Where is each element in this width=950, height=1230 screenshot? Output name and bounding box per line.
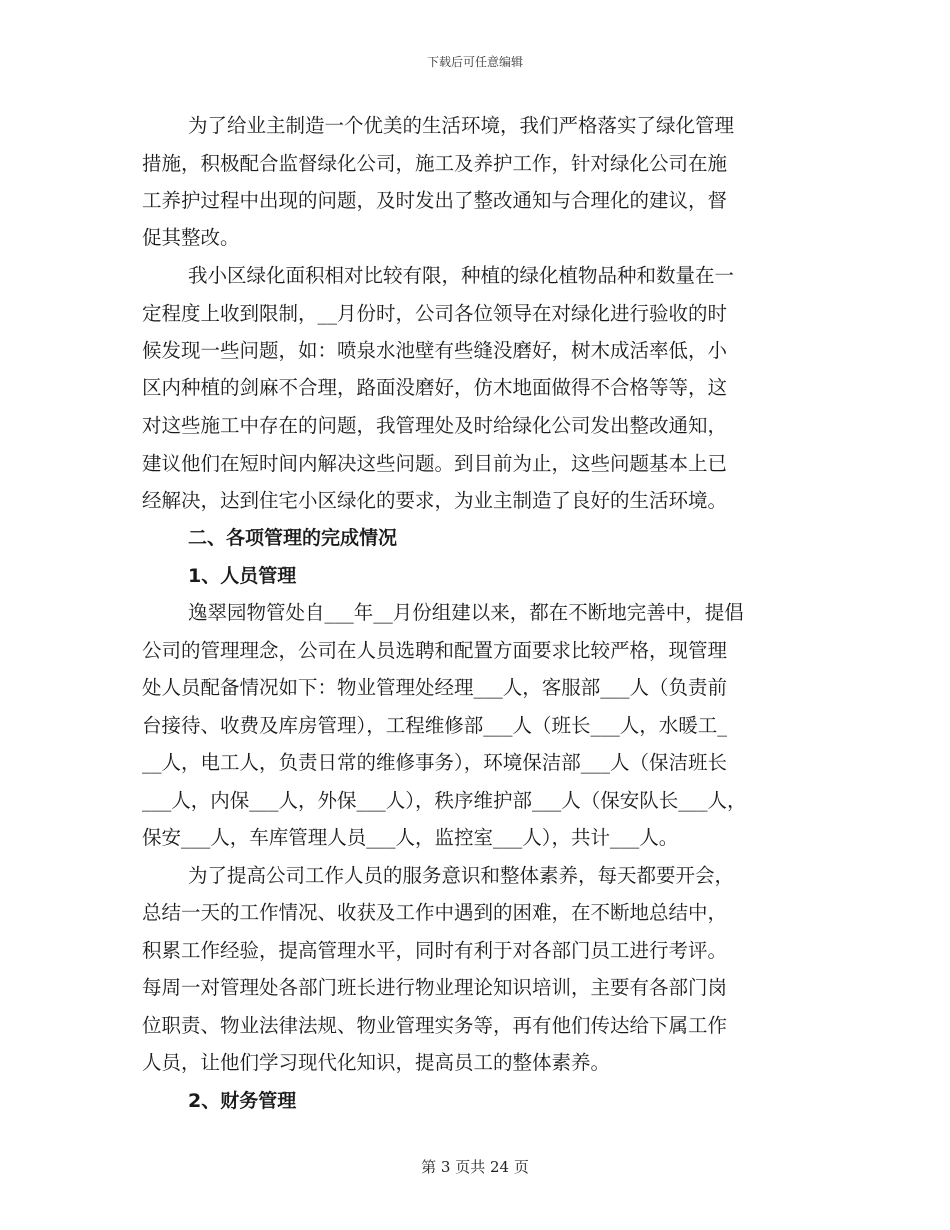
text-line: 对这些施工中存在的问题，我管理处及时给绿化公司发出整改通知， bbox=[142, 414, 728, 437]
text-line: 积累工作经验，提高管理水平，同时有利于对各部门员工进行考评。 bbox=[142, 939, 728, 962]
text-line: 促其整改。 bbox=[142, 226, 240, 249]
text-line: 为了给业主制造一个优美的生活环境，我们严格落实了绿化管理 bbox=[188, 114, 735, 137]
subsection-heading: 1、人员管理 bbox=[188, 565, 297, 587]
text-line: 工养护过程中出现的问题，及时发出了整改通知与合理化的建议，督 bbox=[142, 189, 728, 212]
text-line: 候发现一些问题，如：喷泉水池壁有些缝没磨好，树木成活率低，小 bbox=[142, 339, 728, 362]
text-line: 我小区绿化面积相对比较有限，种植的绿化植物品种和数量在一 bbox=[188, 264, 735, 287]
text-line: 区内种植的剑麻不合理，路面没磨好，仿木地面做得不合格等等，这 bbox=[142, 376, 728, 399]
text-line: __人，电工人，负责日常的维修事务），环境保洁部___人（保洁班长 bbox=[142, 751, 728, 774]
text-line: 每周一对管理处各部门班长进行物业理论知识培训，主要有各部门岗 bbox=[142, 976, 728, 999]
text-line: 定程度上收到限制，__月份时，公司各位领导在对绿化进行验收的时 bbox=[142, 302, 728, 325]
text-line: 处人员配备情况如下：物业管理处经理___人，客服部___人（负责前 bbox=[142, 676, 728, 699]
subsection-heading: 2、财务管理 bbox=[188, 1090, 297, 1112]
text-line: 逸翠园物管处自___年__月份组建以来，都在不断地完善中，提倡 bbox=[188, 601, 744, 624]
text-line: 位职责、物业法律法规、物业管理实务等，再有他们传达给下属工作 bbox=[142, 1014, 728, 1037]
text-line: 建议他们在短时间内解决这些问题。到目前为止，这些问题基本上已 bbox=[142, 452, 728, 475]
text-line: 保安___人，车库管理人员___人，监控室___人），共计___人。 bbox=[142, 826, 679, 849]
text-line: 台接待、收费及库房管理），工程维修部___人（班长___人，水暖工_ bbox=[142, 714, 728, 737]
text-line: ___人，内保___人，外保___人），秩序维护部___人（保安队长___人， bbox=[142, 789, 747, 812]
text-line: 措施，积极配合监督绿化公司，施工及养护工作，针对绿化公司在施 bbox=[142, 152, 728, 175]
text-line: 为了提高公司工作人员的服务意识和整体素养，每天都要开会， bbox=[188, 864, 735, 887]
text-line: 经解决，达到住宅小区绿化的要求，为业主制造了良好的生活环境。 bbox=[142, 489, 728, 512]
text-line: 人员，让他们学习现代化知识，提高员工的整体素养。 bbox=[142, 1051, 611, 1074]
text-line: 公司的管理理念，公司在人员选聘和配置方面要求比较严格，现管理 bbox=[142, 639, 728, 662]
page-header: 下载后可任意编辑 bbox=[426, 55, 523, 69]
section-heading: 二、各项管理的完成情况 bbox=[188, 527, 398, 549]
text-line: 总结一天的工作情况、收获及工作中遇到的困难，在不断地总结中， bbox=[142, 901, 728, 924]
page-footer: 第 3 页共 24 页 bbox=[421, 1158, 529, 1176]
